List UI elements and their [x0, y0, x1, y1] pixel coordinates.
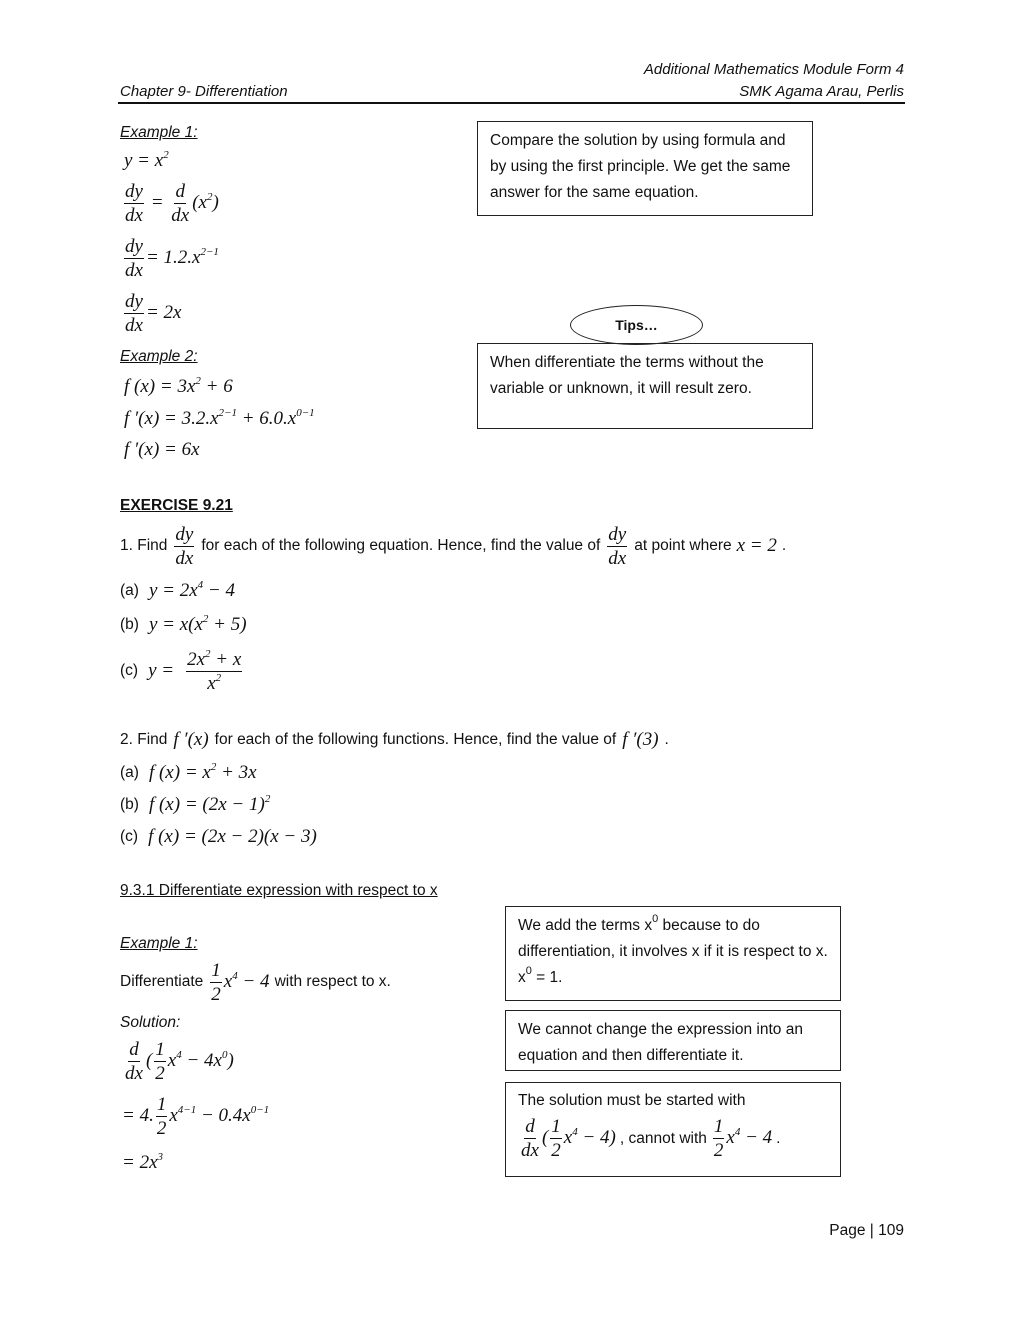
- question-1c: (c) y = $\frac{2x^2 + x}{x^2}$: [120, 647, 242, 694]
- question-2b: (b) f $(x) = (2x - 1)^2$: [120, 793, 271, 815]
- ex2-line2: f $'(x) = 3.2.x^{2-1} + 6.0.x^{0-1}$: [124, 407, 315, 429]
- example2-heading: Example 2:: [120, 348, 198, 365]
- ex1-line1: $y = x^2$: [124, 149, 169, 171]
- example1-heading: Example 1:: [120, 124, 198, 141]
- question-2: 2. Find f ′(x) for each of the following functions. Hence, find the value of f ′(3) .: [120, 729, 669, 750]
- ex2-line3: f ′(x) = 6x: [124, 439, 200, 460]
- exercise-heading: EXERCISE 9.21: [120, 497, 233, 514]
- note3-line1: The solution must be started with: [518, 1092, 746, 1109]
- section-example-heading: Example 1:: [120, 935, 198, 952]
- note3-line2: $\frac{d}{dx}$ ( $\frac{1}{2}$ $x^4 - 4$) , cannot with $\frac{1}{2}$ $x^4 - 4$ .: [521, 1116, 781, 1161]
- question-1a: (a) $y = 2x^4 - 4$: [120, 579, 235, 601]
- ex1-line4: $\frac{dy}{dx}$ = 2x: [125, 291, 182, 336]
- solution-line1: $\frac{d}{dx}$ ( $\frac{1}{2}$ $x^4 - 4x^0$): [125, 1039, 234, 1084]
- note-box-x0: We add the terms $x^0$ because to do differentiation, it involves x if it is respect to x. $x^0 = 1$.: [505, 906, 841, 1001]
- tips-label: Tips…: [615, 317, 658, 333]
- question-1b: (b) $y = x(x^2 + 5)$: [120, 613, 247, 635]
- chapter-title: Chapter 9- Differentiation: [120, 83, 288, 100]
- question-2c: (c) f (x) = (2x − 2)(x − 3): [120, 826, 317, 847]
- header-rule: [118, 102, 905, 104]
- page-number: Page | 109: [829, 1222, 904, 1239]
- note-box-start: [505, 1082, 841, 1177]
- compare-note-box: Compare the solution by using formula and by using the first principle. We get the same answer for the same equation.: [477, 121, 813, 216]
- section-heading: 9.3.1 Differentiate expression with respect to x: [120, 882, 438, 899]
- module-title: Additional Mathematics Module Form 4: [643, 61, 904, 78]
- question-2a: (a) f $(x) = x^2 + 3x$: [120, 761, 257, 783]
- solution-line3: = $2x^3$: [122, 1151, 164, 1173]
- ex1-line2: $\frac{dy}{dx}$ = $\frac{d}{dx}$ $(x^2)$: [125, 181, 219, 226]
- question-1: 1. Find $\frac{dy}{dx}$ for each of the following equation. Hence, find the value of $\frac{dy}{dx}$ at point where x = 2 .: [120, 523, 787, 569]
- solution-line2: = 4. $\frac{1}{2}$ $x^{4-1} - 0.4x^{0-1}$: [122, 1094, 270, 1139]
- tips-box: When differentiate the terms without the variable or unknown, it will result zero.: [477, 343, 813, 429]
- tips-oval: [570, 305, 703, 345]
- ex1-line3: $\frac{dy}{dx}$ = $1.2.x^{2-1}$: [125, 236, 219, 281]
- ex2-line1: f $(x) = 3x^2 + 6$: [124, 375, 233, 397]
- note-box-equation: We cannot change the expression into an equation and then differentiate it.: [505, 1010, 841, 1071]
- differentiate-prompt: Differentiate $\frac{1}{2}$ $x^4 - 4$ with respect to x.: [120, 959, 391, 1005]
- solution-label: Solution:: [120, 1014, 181, 1031]
- school-name: SMK Agama Arau, Perlis: [739, 83, 904, 100]
